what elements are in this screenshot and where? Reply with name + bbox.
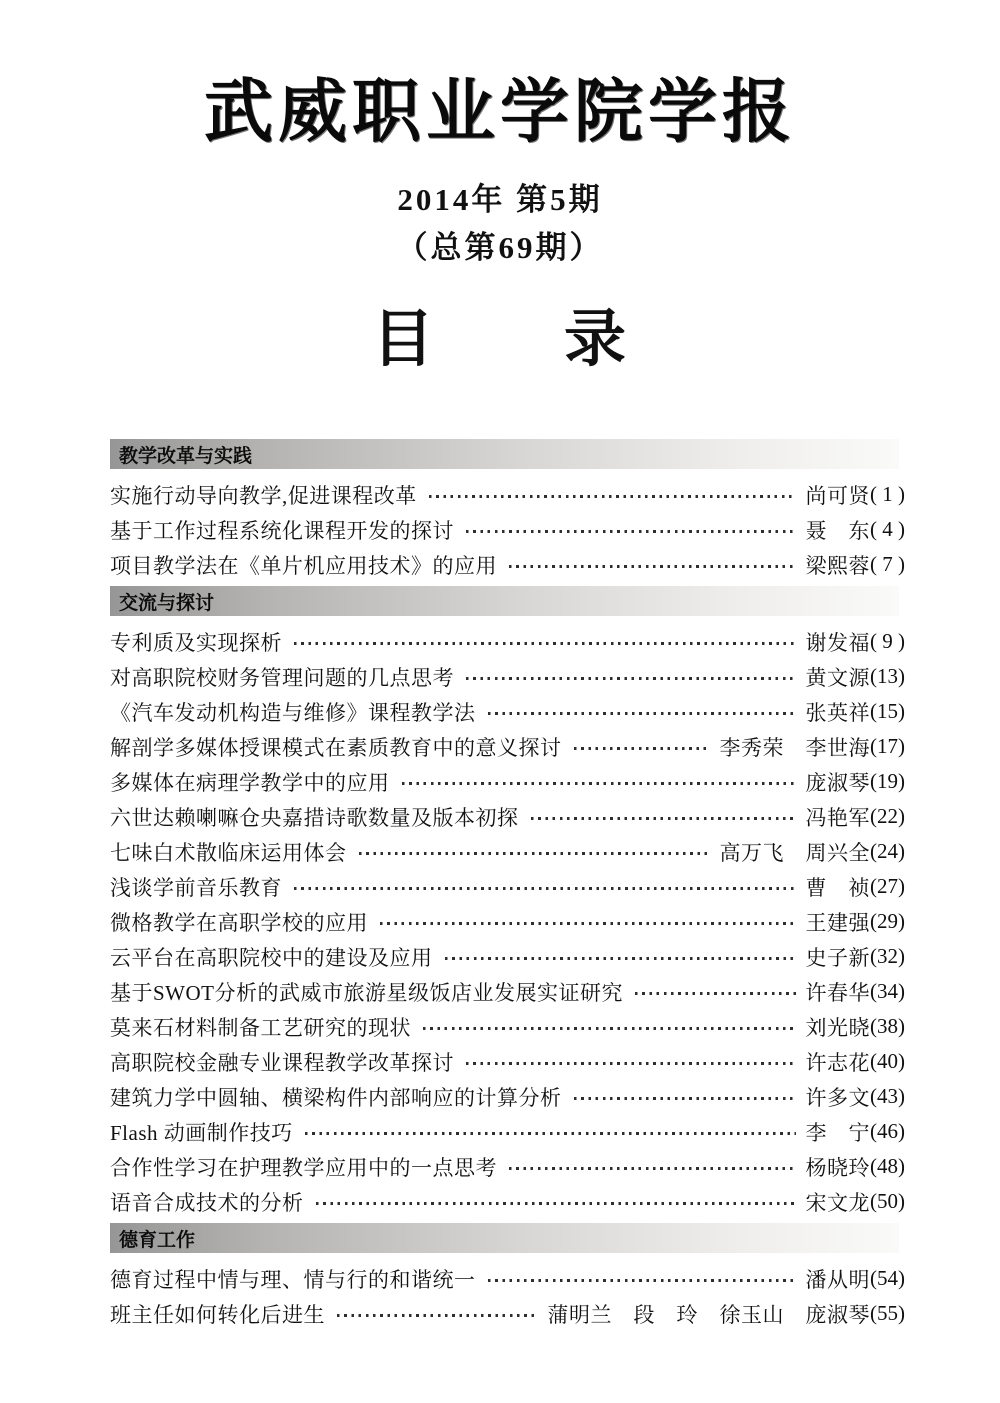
toc-entry-row (110, 512, 905, 547)
entry-title: 对高职院校财务管理问题的几点思考 (110, 665, 454, 690)
section-heading (110, 586, 899, 616)
entry-authors: 曹 祯 (805, 875, 870, 900)
entry-page-number: ( 4 ) (870, 517, 905, 542)
dot-leader (305, 1132, 796, 1135)
entry-authors: 史子新 (805, 945, 870, 970)
dot-leader (294, 642, 796, 645)
toc-entry-row (110, 764, 905, 799)
dot-leader (423, 1027, 796, 1030)
dot-leader (635, 992, 796, 995)
toc-entry-row (110, 869, 905, 904)
dot-leader (380, 922, 796, 925)
dot-leader (445, 957, 796, 960)
toc-entry-row (110, 1261, 905, 1296)
toc-section (110, 1223, 905, 1335)
entry-page-number: (43) (870, 1084, 905, 1109)
entry-title: 高职院校金融专业课程教学改革探讨 (110, 1050, 454, 1075)
entry-authors: 蒲明兰 段 玲 徐玉山 庞淑琴 (547, 1302, 870, 1327)
dot-leader (488, 712, 796, 715)
entry-page-number: (22) (870, 804, 905, 829)
entry-page-number: ( 7 ) (870, 552, 905, 577)
toc-entry-row (110, 1044, 905, 1079)
toc-section (110, 439, 905, 586)
dot-leader (337, 1314, 538, 1317)
toc-entry-row (110, 659, 905, 694)
toc-entry-row (110, 834, 905, 869)
dot-leader (509, 565, 796, 568)
entry-page-number: (32) (870, 944, 905, 969)
dot-leader (429, 495, 796, 498)
entry-authors: 庞淑琴 (805, 770, 870, 795)
toc-entry-row (110, 694, 905, 729)
toc-entry-row (110, 1009, 905, 1044)
dot-leader (466, 530, 796, 533)
entry-authors: 王建强 (805, 910, 870, 935)
entry-page-number: (19) (870, 769, 905, 794)
entry-page-number: (17) (870, 734, 905, 759)
entry-page-number: (34) (870, 979, 905, 1004)
entry-authors: 李秀荣 李世海 (719, 735, 870, 760)
entry-authors: 梁熙蓉 (805, 553, 870, 578)
dot-leader (574, 1097, 796, 1100)
entry-authors: 尚可贤 (805, 483, 870, 508)
toc (110, 439, 905, 1335)
entry-authors: 张英祥 (805, 700, 870, 725)
journal-title: 武威职业学院学报 (204, 74, 796, 150)
dot-leader (316, 1202, 796, 1205)
entry-authors: 许春华 (805, 980, 870, 1005)
volume-line: （总第69期） (396, 230, 604, 266)
section-heading-label: 德育工作 (119, 1229, 196, 1251)
entry-title: 六世达赖喇嘛仓央嘉措诗歌数量及版本初探 (110, 805, 519, 830)
entry-authors: 许多文 (805, 1085, 870, 1110)
entry-authors: 杨晓玲 (805, 1155, 870, 1180)
toc-entry-row (110, 904, 905, 939)
toc-entry-row (110, 477, 905, 512)
toc-entry-row (110, 624, 905, 659)
entry-title: 实施行动导向教学,促进课程改革 (110, 483, 417, 508)
section-entries (110, 469, 905, 586)
entry-title: 合作性学习在护理教学应用中的一点思考 (110, 1155, 497, 1180)
entry-page-number: (50) (870, 1189, 905, 1214)
dot-leader (488, 1279, 796, 1282)
entry-authors: 黄文源 (805, 665, 870, 690)
toc-entry-row (110, 1184, 905, 1219)
entry-authors: 宋文龙 (805, 1190, 870, 1215)
dot-leader (509, 1167, 796, 1170)
toc-entry-row (110, 1296, 905, 1331)
entry-authors: 刘光晓 (805, 1015, 870, 1040)
entry-title: 语音合成技术的分析 (110, 1190, 304, 1215)
dot-leader (294, 887, 796, 890)
entry-title: 项目教学法在《单片机应用技术》的应用 (110, 553, 497, 578)
toc-entry-row (110, 547, 905, 582)
toc-entry-row (110, 974, 905, 1009)
dot-leader (466, 1062, 796, 1065)
entry-page-number: (38) (870, 1014, 905, 1039)
entry-page-number: (54) (870, 1266, 905, 1291)
entry-title: 《汽车发动机构造与维修》课程教学法 (110, 700, 476, 725)
section-heading-label: 教学改革与实践 (119, 445, 253, 467)
entry-title: 基于SWOT分析的武威市旅游星级饭店业发展实证研究 (110, 980, 623, 1005)
toc-entry-row (110, 1114, 905, 1149)
entry-title: 班主任如何转化后进生 (110, 1302, 325, 1327)
entry-authors: 谢发福 (805, 630, 870, 655)
entry-authors: 潘从明 (805, 1267, 870, 1292)
entry-title: 七味白术散临床运用体会 (110, 840, 347, 865)
dot-leader (359, 852, 710, 855)
entry-title: 德育过程中情与理、情与行的和谐统一 (110, 1267, 476, 1292)
dot-leader (402, 782, 796, 785)
entry-page-number: (40) (870, 1049, 905, 1074)
section-heading (110, 1223, 899, 1253)
entry-title: 解剖学多媒体授课模式在素质教育中的意义探讨 (110, 735, 562, 760)
toc-entry-row (110, 1149, 905, 1184)
entry-title: Flash 动画制作技巧 (110, 1120, 293, 1145)
entry-title: 莫来石材料制备工艺研究的现状 (110, 1015, 411, 1040)
entry-page-number: (55) (870, 1301, 905, 1326)
entry-page-number: (48) (870, 1154, 905, 1179)
entry-title: 多媒体在病理学教学中的应用 (110, 770, 390, 795)
entry-authors: 高万飞 周兴全 (719, 840, 870, 865)
dot-leader (574, 747, 710, 750)
section-entries (110, 616, 905, 1223)
section-heading-label: 交流与探讨 (119, 592, 215, 614)
dot-leader (466, 677, 796, 680)
entry-page-number: (24) (870, 839, 905, 864)
entry-page-number: (13) (870, 664, 905, 689)
entry-title: 浅谈学前音乐教育 (110, 875, 282, 900)
toc-heading: 目 录 (371, 306, 628, 375)
toc-entry-row (110, 939, 905, 974)
entry-page-number: ( 9 ) (870, 629, 905, 654)
dot-leader (531, 817, 796, 820)
toc-entry-row (110, 729, 905, 764)
entry-title: 微格教学在高职学校的应用 (110, 910, 368, 935)
entry-authors: 聂 东 (805, 518, 870, 543)
entry-page-number: (29) (870, 909, 905, 934)
masthead (0, 0, 1000, 375)
entry-authors: 许志花 (805, 1050, 870, 1075)
entry-page-number: ( 1 ) (870, 482, 905, 507)
section-entries (110, 1253, 905, 1335)
entry-title: 专利质及实现探析 (110, 630, 282, 655)
entry-title: 云平台在高职院校中的建设及应用 (110, 945, 433, 970)
entry-page-number: (27) (870, 874, 905, 899)
toc-section (110, 586, 905, 1223)
entry-page-number: (46) (870, 1119, 905, 1144)
entry-page-number: (15) (870, 699, 905, 724)
entry-title: 基于工作过程系统化课程开发的探讨 (110, 518, 454, 543)
toc-entry-row (110, 799, 905, 834)
issue-line: 2014年 第5期 (397, 182, 603, 218)
section-heading (110, 439, 899, 469)
entry-authors: 冯艳军 (805, 805, 870, 830)
entry-title: 建筑力学中圆轴、横梁构件内部响应的计算分析 (110, 1085, 562, 1110)
toc-entry-row (110, 1079, 905, 1114)
entry-authors: 李 宁 (805, 1120, 870, 1145)
